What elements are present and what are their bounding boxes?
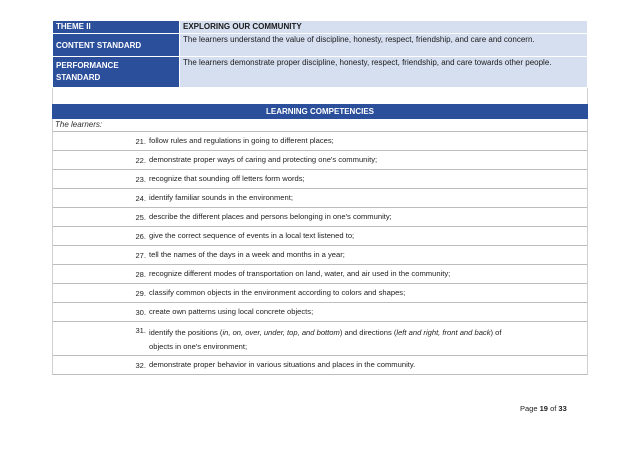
page-number: 19 — [539, 404, 548, 413]
item-text: recognize different modes of transportation on land, water, and air used in the community; — [149, 269, 451, 278]
competency-item — [53, 151, 587, 170]
item-number: 27. — [135, 250, 146, 260]
competency-item — [53, 356, 587, 374]
item-text: give the correct sequence of events in a local text listened to; — [149, 231, 355, 240]
item-number: 32. — [135, 360, 146, 370]
learning-competencies-heading: LEARNING COMPETENCIES — [52, 104, 588, 119]
page-total: 33 — [558, 404, 567, 413]
document-page — [52, 20, 588, 375]
item-text: demonstrate proper behavior in various situations and places in the community. — [149, 360, 416, 369]
competency-item — [53, 132, 587, 151]
competency-item — [53, 284, 587, 303]
item-number: 22. — [135, 155, 146, 165]
item-text-part: identify the positions ( — [149, 328, 223, 337]
item-text-positions: in, on, over, under, top, and bottom — [222, 328, 340, 337]
competency-item — [53, 303, 587, 322]
performance-standard-label — [53, 57, 180, 88]
item-number: 24. — [135, 193, 146, 203]
item-number: 25. — [135, 212, 146, 222]
performance-standard-value: The learners demonstrate proper discipline, honesty, respect, friendship, and care towards other people. — [180, 57, 588, 88]
performance-label-line2: STANDARD — [56, 73, 101, 82]
competency-item — [53, 322, 587, 356]
item-number: 23. — [135, 174, 146, 184]
of-word: of — [550, 404, 557, 413]
content-standard-label: CONTENT STANDARD — [53, 34, 180, 57]
item-text: describe the different places and persons belonging in one's community; — [149, 212, 392, 221]
learners-intro: The learners: — [52, 119, 588, 132]
spacer-row — [52, 88, 588, 104]
competency-list — [52, 132, 588, 375]
theme-row — [53, 21, 588, 34]
competency-item — [53, 265, 587, 284]
item-text: tell the names of the days in a week and months in a year; — [149, 250, 345, 259]
item-text: identify familiar sounds in the environment; — [149, 193, 293, 202]
competency-item — [53, 208, 587, 227]
competency-item — [53, 189, 587, 208]
item-text: follow rules and regulations in going to different places; — [149, 136, 334, 145]
page-footer — [520, 404, 567, 413]
page-word: Page — [520, 404, 538, 413]
item-number: 28. — [135, 269, 146, 279]
content-standard-value: The learners understand the value of discipline, honesty, respect, friendship, and care and concern. — [180, 34, 588, 57]
item-number: 26. — [135, 231, 146, 241]
item-text: classify common objects in the environment according to colors and shapes; — [149, 288, 406, 297]
item-text-part: ) and directions ( — [339, 328, 397, 337]
item-text-part: ) of — [490, 328, 502, 337]
performance-label-line1: PERFORMANCE — [56, 61, 119, 70]
item-text: create own patterns using local concrete objects; — [149, 307, 314, 316]
competency-item — [53, 246, 587, 265]
item-number: 30. — [135, 307, 146, 317]
competency-item — [53, 170, 587, 189]
performance-standard-row — [53, 57, 588, 88]
item-number: 31. — [135, 326, 146, 335]
item-text-part: objects in one's environment; — [149, 342, 248, 351]
item-text-directions: left and right, front and back — [396, 328, 491, 337]
competency-item — [53, 227, 587, 246]
item-number: 21. — [135, 136, 146, 146]
item-text: recognize that sounding off letters form words; — [149, 174, 305, 183]
item-text: demonstrate proper ways of caring and protecting one's community; — [149, 155, 378, 164]
item-number: 29. — [135, 288, 146, 298]
theme-value: EXPLORING OUR COMMUNITY — [180, 21, 588, 34]
content-standard-row — [53, 34, 588, 57]
theme-label: THEME II — [53, 21, 180, 34]
item-text — [149, 326, 587, 354]
standards-table — [52, 20, 588, 88]
